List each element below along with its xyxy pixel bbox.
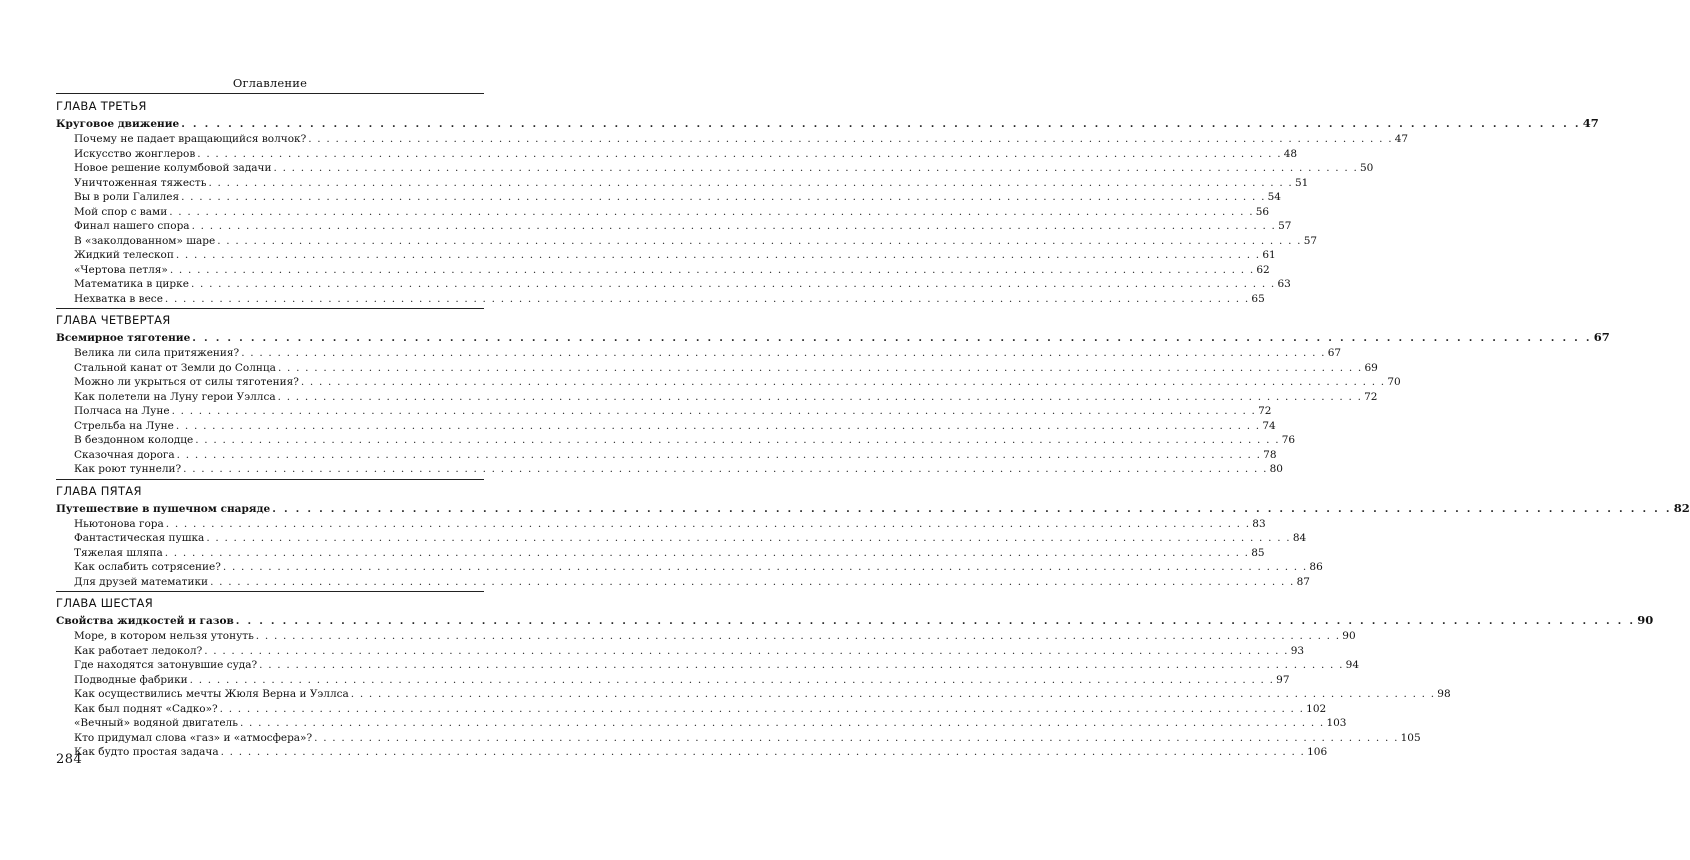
toc-entry-title: Финал нашего спора xyxy=(74,220,190,232)
toc-entry-page: 84 xyxy=(1292,532,1307,544)
chapter-label: ГЛАВА ПЯТАЯ xyxy=(56,483,142,498)
toc-entry-title: В «заколдованном» шаре xyxy=(74,234,216,247)
dot-leader: . . . . . . . . . . . . . . . . . . . . . . . . . . . . . . . . . . . . . . . . . . . . . . . . . . . . . . . . . . . . . . . . . . . . . . . . . . . . . . . . . . . . . . . . . . . . . . . . . . . . . . . . . . . . . . . . . . . . . . . . xyxy=(210,575,1295,588)
toc-entry-page: 54 xyxy=(1267,191,1281,203)
dot-leader: . . . . . . . . . . . . . . . . . . . . . . . . . . . . . . . . . . . . . . . . . . . . . . . . . . . . . . . . . . . . . . . . . . . . . . . . . . . . . . . . . . . . . . . . . . . . . . . . . . . . . . . . . . . . . . . . . . . . . . . . xyxy=(195,434,1280,446)
dot-leader: . . . . . . . . . . . . . . . . . . . . . . . . . . . . . . . . . . . . . . . . . . . . . . . . . . . . . . . . . . . . . . . . . . . . . . . . . . . . . . . . . . . . . . . . . . . . . . . . . . . . . . . . . . . . . . . . . . . . . . . . xyxy=(171,405,1257,417)
toc-entry-page: 103 xyxy=(1326,717,1347,729)
chapter-title-row-title: Всемирное тяготение xyxy=(56,332,191,344)
toc-entry xyxy=(56,346,1342,361)
toc-entry xyxy=(56,560,1323,575)
toc-entry-page: 80 xyxy=(1269,463,1283,475)
toc-entry-page: 62 xyxy=(1256,263,1270,276)
toc-entry-title: Где находятся затонувшие суда? xyxy=(74,659,258,671)
dot-leader: . . . . . . . . . . . . . . . . . . . . . . . . . . . . . . . . . . . . . . . . . . . . . . . . . . . . . . . . . . . . . . . . . . . . . . . . . . . . . . . . . . . . . . . . . . . . . . . . . . . . . . . . . . . . . . . . . . . . . . . . xyxy=(235,615,1636,627)
toc-entry xyxy=(56,716,1347,731)
dot-leader: . . . . . . . . . . . . . . . . . . . . . . . . . . . . . . . . . . . . . . . . . . . . . . . . . . . . . . . . . . . . . . . . . . . . . . . . . . . . . . . . . . . . . . . . . . . . . . . . . . . . . . . . . . . . . . . . . . . . . . . . xyxy=(183,463,1268,475)
toc-entry-page: 102 xyxy=(1306,702,1327,715)
toc-entry-title: Велика ли сила притяжения? xyxy=(74,347,240,359)
header-rule xyxy=(56,93,484,94)
toc-entry xyxy=(56,248,1276,263)
toc-entry xyxy=(56,658,1360,673)
toc-entry-page: 97 xyxy=(1276,673,1290,686)
chapter-section xyxy=(56,312,1610,480)
dot-leader: . . . . . . . . . . . . . . . . . . . . . . . . . . . . . . . . . . . . . . . . . . . . . . . . . . . . . . . . . . . . . . . . . . . . . . . . . . . . . . . . . . . . . . . . . . . . . . . . . . . . . . . . . . . . . . . . . . . . . . . . xyxy=(220,746,1306,758)
toc-entry xyxy=(56,419,1276,434)
dot-leader: . . . . . . . . . . . . . . . . . . . . . . . . . . . . . . . . . . . . . . . . . . . . . . . . . . . . . . . . . . . . . . . . . . . . . . . . . . . . . . . . . . . . . . . . . . . . . . . . . . . . . . . . . . . . . . . . . . . . . . . . xyxy=(277,361,1363,374)
toc-entry-page: 98 xyxy=(1437,688,1451,700)
chapter-section xyxy=(56,98,1599,309)
toc-entry-page: 67 xyxy=(1327,347,1342,359)
toc-entry xyxy=(56,205,1270,220)
dot-leader: . . . . . . . . . . . . . . . . . . . . . . . . . . . . . . . . . . . . . . . . . . . . . . . . . . . . . . . . . . . . . . . . . . . . . . . . . . . . . . . . . . . . . . . . . . . . . . . . . . . . . . . . . . . . . . . . . . . . . . . . xyxy=(259,659,1344,671)
toc-entry-title: Искусство жонглеров xyxy=(74,147,196,160)
toc-entry-page: 90 xyxy=(1342,630,1356,642)
toc-entry xyxy=(56,462,1283,477)
toc-entry-page: 47 xyxy=(1394,133,1409,145)
toc-entry-title: Мой спор с вами xyxy=(74,205,168,218)
toc-entry-title: Стрельба на Луне xyxy=(74,419,174,432)
toc-entry-title: Вы в роли Галилея xyxy=(74,191,180,203)
toc-entry-page: 69 xyxy=(1364,361,1378,374)
toc-entry-title: Математика в цирке xyxy=(74,278,189,290)
toc-entry-title: Как был поднят «Садко»? xyxy=(74,702,218,715)
chapter-title-row-page: 67 xyxy=(1593,330,1610,344)
toc-entry-page: 94 xyxy=(1345,659,1360,671)
chapter-title-row xyxy=(56,328,1610,346)
toc-entry-page: 106 xyxy=(1307,746,1328,758)
dot-leader: . . . . . . . . . . . . . . . . . . . . . . . . . . . . . . . . . . . . . . . . . . . . . . . . . . . . . . . . . . . . . . . . . . . . . . . . . . . . . . . . . . . . . . . . . . . . . . . . . . . . . . . . . . . . . . . . . . . . . . . . xyxy=(314,731,1399,744)
toc-entry-page: 61 xyxy=(1262,249,1276,261)
toc-entry-title: Как осуществились мечты Жюля Верна и Уэллса xyxy=(74,688,349,700)
chapter-title-row-title: Путешествие в пушечном снаряде xyxy=(56,502,271,515)
toc-entry xyxy=(56,433,1296,448)
toc-entry-title: Фантастическая пушка xyxy=(74,532,205,544)
chapter-label: ГЛАВА ШЕСТАЯ xyxy=(56,596,154,610)
toc-entry-title: В бездонном колодце xyxy=(74,434,194,446)
toc-entry xyxy=(56,132,1409,147)
toc-entry-page: 51 xyxy=(1294,176,1309,189)
toc-entry-title: Подводные фабрики xyxy=(74,673,188,686)
toc-entry-title: Ньютонова гора xyxy=(74,517,164,530)
toc-entry xyxy=(56,687,1451,702)
toc-entry xyxy=(56,644,1305,659)
toc-entry-title: Как будто простая задача xyxy=(74,746,219,758)
section-rule xyxy=(56,479,484,480)
toc-entry-page: 105 xyxy=(1400,731,1421,744)
dot-leader: . . . . . . . . . . . . . . . . . . . . . . . . . . . . . . . . . . . . . . . . . . . . . . . . . . . . . . . . . . . . . . . . . . . . . . . . . . . . . . . . . . . . . . . . . . . . . . . . . . . . . . . . . . . . . . . . . . . . . . . . xyxy=(308,133,1393,145)
toc-entry xyxy=(56,702,1327,717)
chapter-title-row xyxy=(56,499,1690,517)
section-rule xyxy=(56,308,484,309)
dot-leader: . . . . . . . . . . . . . . . . . . . . . . . . . . . . . . . . . . . . . . . . . . . . . . . . . . . . . . . . . . . . . . . . . . . . . . . . . . . . . . . . . . . . . . . . . . . . . . . . . . . . . . . . . . . . . . . . . . . . . . . . xyxy=(272,502,1672,515)
toc-entry-page: 76 xyxy=(1281,434,1296,446)
chapter-section xyxy=(56,595,1654,760)
chapter-title-row xyxy=(56,114,1599,132)
chapter-title-row-page: 82 xyxy=(1673,500,1690,515)
toc-entry-title: Нехватка в весе xyxy=(74,292,163,305)
toc-entry-page: 56 xyxy=(1255,205,1270,218)
toc-entry-title: Как работает ледокол? xyxy=(74,644,203,657)
toc-entry xyxy=(56,517,1266,532)
toc-entry xyxy=(56,263,1270,278)
toc-entry xyxy=(56,629,1356,644)
toc-entry xyxy=(56,404,1272,419)
chapter-title-row xyxy=(56,611,1654,629)
toc-entry-page: 74 xyxy=(1262,419,1276,432)
toc-entry xyxy=(56,448,1277,463)
dot-leader: . . . . . . . . . . . . . . . . . . . . . . . . . . . . . . . . . . . . . . . . . . . . . . . . . . . . . . . . . . . . . . . . . . . . . . . . . . . . . . . . . . . . . . . . . . . . . . . . . . . . . . . . . . . . . . . . . . . . . . . . xyxy=(164,546,1250,559)
chapter-label: ГЛАВА ТРЕТЬЯ xyxy=(56,99,147,113)
dot-leader: . . . . . . . . . . . . . . . . . . . . . . . . . . . . . . . . . . . . . . . . . . . . . . . . . . . . . . . . . . . . . . . . . . . . . . . . . . . . . . . . . . . . . . . . . . . . . . . . . . . . . . . . . . . . . . . . . . . . . . . . xyxy=(255,630,1341,642)
table-of-contents xyxy=(56,98,1690,760)
page-number: 284 xyxy=(56,752,83,767)
toc-entry xyxy=(56,375,1401,390)
toc-entry xyxy=(56,673,1290,688)
dot-leader: . . . . . . . . . . . . . . . . . . . . . . . . . . . . . . . . . . . . . . . . . . . . . . . . . . . . . . . . . . . . . . . . . . . . . . . . . . . . . . . . . . . . . . . . . . . . . . . . . . . . . . . . . . . . . . . . . . . . . . . . xyxy=(169,205,1254,218)
dot-leader: . . . . . . . . . . . . . . . . . . . . . . . . . . . . . . . . . . . . . . . . . . . . . . . . . . . . . . . . . . . . . . . . . . . . . . . . . . . . . . . . . . . . . . . . . . . . . . . . . . . . . . . . . . . . . . . . . . . . . . . . xyxy=(165,517,1251,530)
chapter-title-row-title: Круговое движение xyxy=(56,118,180,130)
toc-entry-page: 93 xyxy=(1290,644,1305,657)
dot-leader: . . . . . . . . . . . . . . . . . . . . . . . . . . . . . . . . . . . . . . . . . . . . . . . . . . . . . . . . . . . . . . . . . . . . . . . . . . . . . . . . . . . . . . . . . . . . . . . . . . . . . . . . . . . . . . . . . . . . . . . . xyxy=(208,176,1293,189)
dot-leader: . . . . . . . . . . . . . . . . . . . . . . . . . . . . . . . . . . . . . . . . . . . . . . . . . . . . . . . . . . . . . . . . . . . . . . . . . . . . . . . . . . . . . . . . . . . . . . . . . . . . . . . . . . . . . . . . . . . . . . . . xyxy=(190,278,1276,290)
toc-entry-title: Почему не падает вращающийся волчок? xyxy=(74,133,307,145)
dot-leader: . . . . . . . . . . . . . . . . . . . . . . . . . . . . . . . . . . . . . . . . . . . . . . . . . . . . . . . . . . . . . . . . . . . . . . . . . . . . . . . . . . . . . . . . . . . . . . . . . . . . . . . . . . . . . . . . . . . . . . . . xyxy=(350,688,1436,700)
dot-leader: . . . . . . . . . . . . . . . . . . . . . . . . . . . . . . . . . . . . . . . . . . . . . . . . . . . . . . . . . . . . . . . . . . . . . . . . . . . . . . . . . . . . . . . . . . . . . . . . . . . . . . . . . . . . . . . . . . . . . . . . xyxy=(181,191,1266,203)
dot-leader: . . . . . . . . . . . . . . . . . . . . . . . . . . . . . . . . . . . . . . . . . . . . . . . . . . . . . . . . . . . . . . . . . . . . . . . . . . . . . . . . . . . . . . . . . . . . . . . . . . . . . . . . . . . . . . . . . . . . . . . . xyxy=(169,263,1255,276)
toc-entry-title: Стальной канат от Земли до Солнца xyxy=(74,361,276,374)
toc-entry-title: Море, в котором нельзя утонуть xyxy=(74,630,254,642)
toc-entry xyxy=(56,361,1378,376)
dot-leader: . . . . . . . . . . . . . . . . . . . . . . . . . . . . . . . . . . . . . . . . . . . . . . . . . . . . . . . . . . . . . . . . . . . . . . . . . . . . . . . . . . . . . . . . . . . . . . . . . . . . . . . . . . . . . . . . . . . . . . . . xyxy=(239,717,1325,729)
toc-entry-title: Полчаса на Луне xyxy=(74,405,170,417)
toc-entry-title: Как ослабить сотрясение? xyxy=(74,561,221,573)
toc-entry xyxy=(56,190,1281,205)
toc-entry-page: 87 xyxy=(1296,575,1310,588)
toc-entry xyxy=(56,546,1265,561)
toc-entry-title: Жидкий телескоп xyxy=(74,249,174,261)
toc-entry xyxy=(56,731,1421,746)
section-rule xyxy=(56,591,484,592)
toc-entry xyxy=(56,531,1307,546)
chapter-title-row-page: 47 xyxy=(1582,116,1599,130)
toc-entry-title: Сказочная дорога xyxy=(74,448,175,461)
dot-leader: . . . . . . . . . . . . . . . . . . . . . . . . . . . . . . . . . . . . . . . . . . . . . . . . . . . . . . . . . . . . . . . . . . . . . . . . . . . . . . . . . . . . . . . . . . . . . . . . . . . . . . . . . . . . . . . . . . . . . . . . xyxy=(191,220,1277,232)
toc-entry-title: Как роют туннели? xyxy=(74,463,182,475)
dot-leader: . . . . . . . . . . . . . . . . . . . . . . . . . . . . . . . . . . . . . . . . . . . . . . . . . . . . . . . . . . . . . . . . . . . . . . . . . . . . . . . . . . . . . . . . . . . . . . . . . . . . . . . . . . . . . . . . . . . . . . . . xyxy=(241,347,1326,359)
toc-entry xyxy=(56,292,1265,307)
toc-entry xyxy=(56,745,1328,760)
toc-entry-page: 50 xyxy=(1360,162,1374,174)
toc-entry-title: «Чертова петля» xyxy=(74,263,168,276)
dot-leader: . . . . . . . . . . . . . . . . . . . . . . . . . . . . . . . . . . . . . . . . . . . . . . . . . . . . . . . . . . . . . . . . . . . . . . . . . . . . . . . . . . . . . . . . . . . . . . . . . . . . . . . . . . . . . . . . . . . . . . . . xyxy=(206,532,1291,544)
dot-leader: . . . . . . . . . . . . . . . . . . . . . . . . . . . . . . . . . . . . . . . . . . . . . . . . . . . . . . . . . . . . . . . . . . . . . . . . . . . . . . . . . . . . . . . . . . . . . . . . . . . . . . . . . . . . . . . . . . . . . . . . xyxy=(175,419,1261,432)
dot-leader: . . . . . . . . . . . . . . . . . . . . . . . . . . . . . . . . . . . . . . . . . . . . . . . . . . . . . . . . . . . . . . . . . . . . . . . . . . . . . . . . . . . . . . . . . . . . . . . . . . . . . . . . . . . . . . . . . . . . . . . . xyxy=(176,448,1262,461)
toc-entry-title: Тяжелая шляпа xyxy=(74,546,163,559)
toc-entry-title: «Вечный» водяной двигатель xyxy=(74,717,238,729)
chapter-title-row-title: Свойства жидкостей и газов xyxy=(56,615,234,627)
dot-leader: . . . . . . . . . . . . . . . . . . . . . . . . . . . . . . . . . . . . . . . . . . . . . . . . . . . . . . . . . . . . . . . . . . . . . . . . . . . . . . . . . . . . . . . . . . . . . . . . . . . . . . . . . . . . . . . . . . . . . . . . xyxy=(219,702,1305,715)
toc-entry-page: 57 xyxy=(1278,220,1292,232)
toc-entry xyxy=(56,575,1310,590)
toc-entry xyxy=(56,390,1378,405)
toc-entry-page: 78 xyxy=(1263,448,1277,461)
toc-entry-page: 86 xyxy=(1309,561,1323,573)
toc-entry-title: Можно ли укрыться от силы тяготения? xyxy=(74,376,299,388)
running-head: Оглавление xyxy=(232,76,308,90)
toc-entry xyxy=(56,219,1292,234)
toc-entry-page: 63 xyxy=(1277,278,1291,290)
toc-entry xyxy=(56,176,1309,191)
toc-entry-page: 48 xyxy=(1283,147,1298,160)
dot-leader: . . . . . . . . . . . . . . . . . . . . . . . . . . . . . . . . . . . . . . . . . . . . . . . . . . . . . . . . . . . . . . . . . . . . . . . . . . . . . . . . . . . . . . . . . . . . . . . . . . . . . . . . . . . . . . . . . . . . . . . . xyxy=(204,644,1289,657)
toc-entry-title: Для друзей математики xyxy=(74,575,209,588)
chapter-title-row-page: 90 xyxy=(1637,613,1654,627)
toc-entry-title: Уничтоженная тяжесть xyxy=(74,176,207,189)
toc-entry-page: 65 xyxy=(1251,292,1265,305)
dot-leader: . . . . . . . . . . . . . . . . . . . . . . . . . . . . . . . . . . . . . . . . . . . . . . . . . . . . . . . . . . . . . . . . . . . . . . . . . . . . . . . . . . . . . . . . . . . . . . . . . . . . . . . . . . . . . . . . . . . . . . . . xyxy=(175,249,1261,261)
dot-leader: . . . . . . . . . . . . . . . . . . . . . . . . . . . . . . . . . . . . . . . . . . . . . . . . . . . . . . . . . . . . . . . . . . . . . . . . . . . . . . . . . . . . . . . . . . . . . . . . . . . . . . . . . . . . . . . . . . . . . . . . xyxy=(197,147,1282,160)
toc-entry-page: 85 xyxy=(1251,546,1265,559)
toc-entry xyxy=(56,234,1318,249)
dot-leader: . . . . . . . . . . . . . . . . . . . . . . . . . . . . . . . . . . . . . . . . . . . . . . . . . . . . . . . . . . . . . . . . . . . . . . . . . . . . . . . . . . . . . . . . . . . . . . . . . . . . . . . . . . . . . . . . . . . . . . . . xyxy=(273,162,1358,174)
toc-entry-page: 70 xyxy=(1387,376,1401,388)
dot-leader: . . . . . . . . . . . . . . . . . . . . . . . . . . . . . . . . . . . . . . . . . . . . . . . . . . . . . . . . . . . . . . . . . . . . . . . . . . . . . . . . . . . . . . . . . . . . . . . . . . . . . . . . . . . . . . . . . . . . . . . . xyxy=(181,118,1581,130)
toc-entry-page: 72 xyxy=(1364,390,1378,403)
toc-entry-page: 83 xyxy=(1252,517,1266,530)
dot-leader: . . . . . . . . . . . . . . . . . . . . . . . . . . . . . . . . . . . . . . . . . . . . . . . . . . . . . . . . . . . . . . . . . . . . . . . . . . . . . . . . . . . . . . . . . . . . . . . . . . . . . . . . . . . . . . . . . . . . . . . . xyxy=(189,673,1275,686)
dot-leader: . . . . . . . . . . . . . . . . . . . . . . . . . . . . . . . . . . . . . . . . . . . . . . . . . . . . . . . . . . . . . . . . . . . . . . . . . . . . . . . . . . . . . . . . . . . . . . . . . . . . . . . . . . . . . . . . . . . . . . . . xyxy=(217,234,1302,247)
toc-entry-page: 72 xyxy=(1258,405,1272,417)
toc-entry-title: Как полетели на Луну герои Уэллса xyxy=(74,390,276,403)
toc-entry xyxy=(56,161,1374,176)
toc-entry xyxy=(56,147,1298,162)
toc-entry xyxy=(56,277,1291,292)
toc-entry-page: 57 xyxy=(1303,234,1318,247)
dot-leader: . . . . . . . . . . . . . . . . . . . . . . . . . . . . . . . . . . . . . . . . . . . . . . . . . . . . . . . . . . . . . . . . . . . . . . . . . . . . . . . . . . . . . . . . . . . . . . . . . . . . . . . . . . . . . . . . . . . . . . . . xyxy=(164,292,1250,305)
dot-leader: . . . . . . . . . . . . . . . . . . . . . . . . . . . . . . . . . . . . . . . . . . . . . . . . . . . . . . . . . . . . . . . . . . . . . . . . . . . . . . . . . . . . . . . . . . . . . . . . . . . . . . . . . . . . . . . . . . . . . . . . xyxy=(222,561,1308,573)
dot-leader: . . . . . . . . . . . . . . . . . . . . . . . . . . . . . . . . . . . . . . . . . . . . . . . . . . . . . . . . . . . . . . . . . . . . . . . . . . . . . . . . . . . . . . . . . . . . . . . . . . . . . . . . . . . . . . . . . . . . . . . . xyxy=(192,332,1592,344)
chapter-section xyxy=(56,483,1690,593)
chapter-label: ГЛАВА ЧЕТВЕРТАЯ xyxy=(56,313,171,327)
dot-leader: . . . . . . . . . . . . . . . . . . . . . . . . . . . . . . . . . . . . . . . . . . . . . . . . . . . . . . . . . . . . . . . . . . . . . . . . . . . . . . . . . . . . . . . . . . . . . . . . . . . . . . . . . . . . . . . . . . . . . . . . xyxy=(277,390,1363,403)
dot-leader: . . . . . . . . . . . . . . . . . . . . . . . . . . . . . . . . . . . . . . . . . . . . . . . . . . . . . . . . . . . . . . . . . . . . . . . . . . . . . . . . . . . . . . . . . . . . . . . . . . . . . . . . . . . . . . . . . . . . . . . . xyxy=(300,376,1386,388)
toc-entry-title: Кто придумал слова «газ» и «атмосфера»? xyxy=(74,731,313,744)
toc-entry-title: Новое решение колумбовой задачи xyxy=(74,162,272,174)
